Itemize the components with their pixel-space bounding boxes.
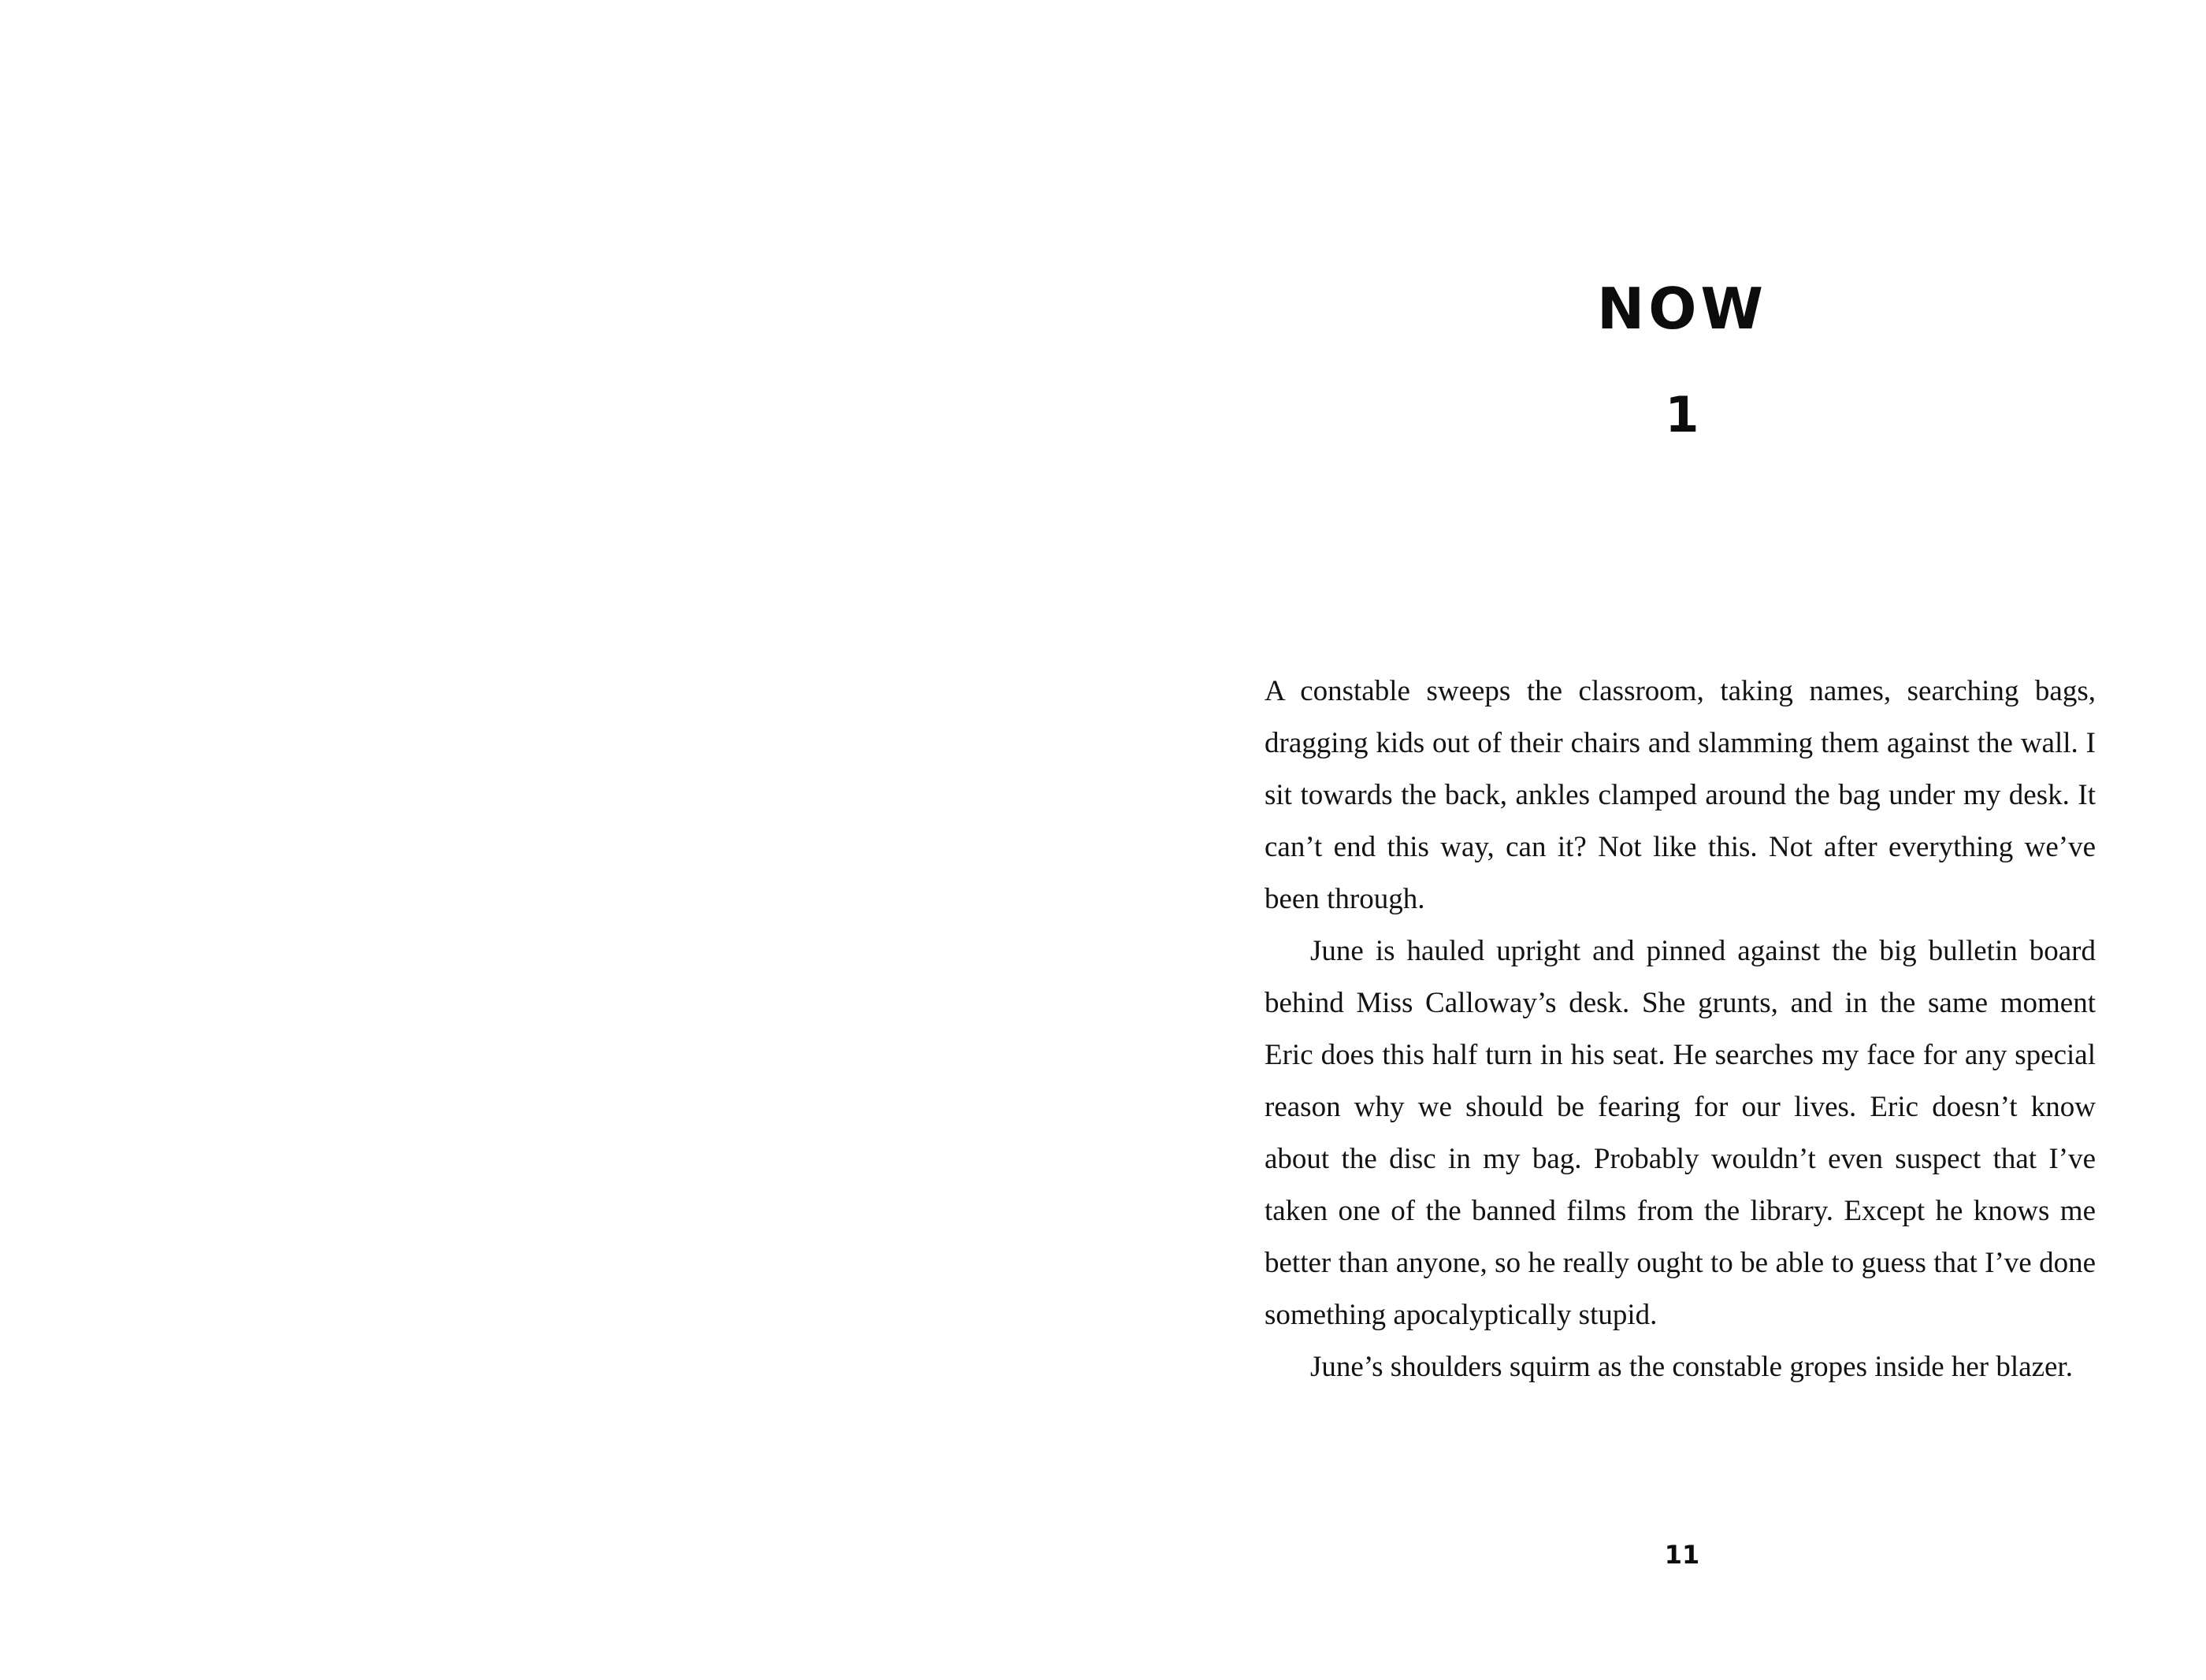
paragraph: June is hauled upright and pinned against the big bulletin board behind Miss Calloway’s desk. She grunts, and in the same moment Eric does this half turn in his seat. He searches my face for any special reason why we should be fearing for our lives. Eric doesn’t know about the disc in my bag. Probably wouldn’t even suspect that I’ve taken one of the banned films from the library. Except he knows me better than anyone, so he really ought to be able to guess that I’ve done something apocalyptically stupid. xyxy=(1265,935,2096,1331)
part-title: NOW xyxy=(1597,276,1767,342)
body-copy xyxy=(1265,666,2096,1393)
right-page xyxy=(1103,0,2206,1680)
paragraph: A constable sweeps the classroom, taking names, searching bags, dragging kids out of their chairs and slamming them against the wall. I sit towards the back, ankles clamped around the bag under my desk. It can’t end this way, can it? Not like this. Not after everything we’ve been through. xyxy=(1265,675,2096,915)
text-block xyxy=(1265,0,2100,1680)
chapter-number: 1 xyxy=(1665,386,1699,443)
page-number: 11 xyxy=(1664,1540,1700,1570)
paragraph: June’s shoulders squirm as the constable gropes inside her blazer. xyxy=(1310,1351,2073,1383)
